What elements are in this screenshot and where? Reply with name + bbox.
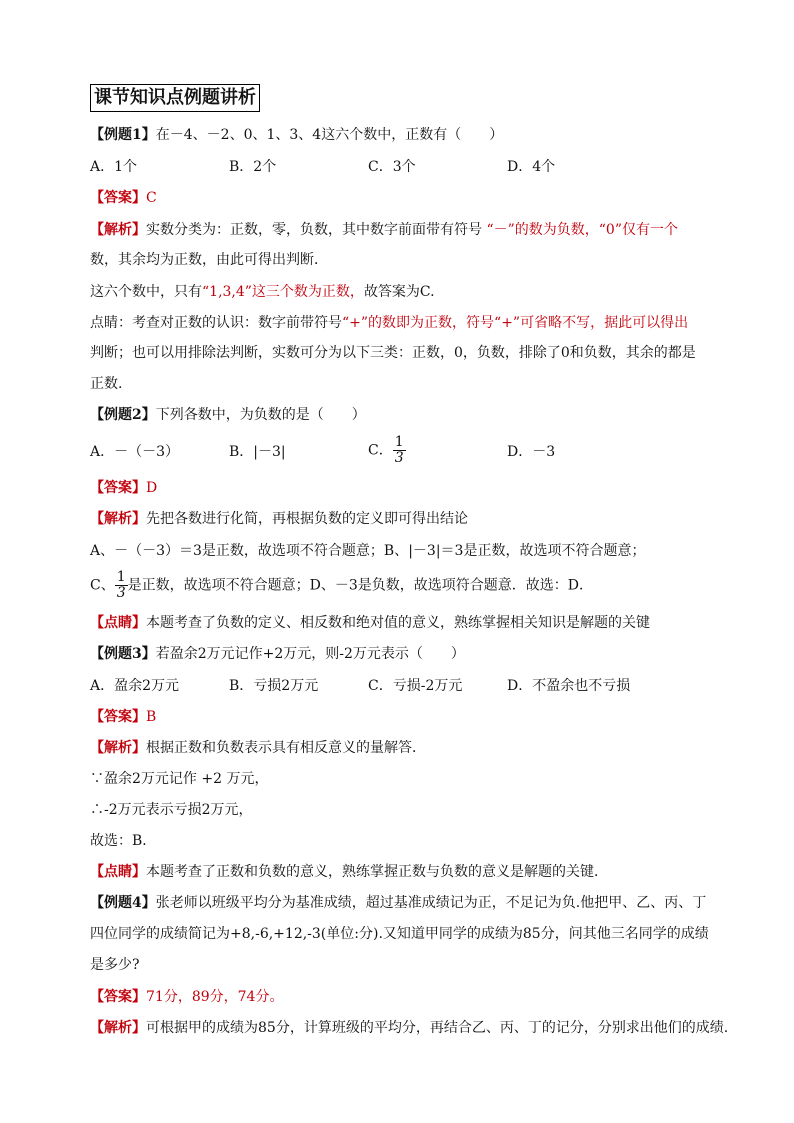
example-1-dianjing-line-1 [90,314,688,332]
example-1-answer [90,189,157,207]
example-4-analysis-line-1 [90,1019,728,1037]
example-3-analysis-line-1 [90,739,426,757]
option-a: A．－（－3） [90,444,180,460]
example-2-analysis-line-2: A、－（－3）＝3是正数，故选项不符合题意；B、|－3|＝3是正数，故选项不符合题意； [90,543,646,559]
example-1-dianjing-line-2: 判断；也可以用排除法判断，实数可分为以下三类：正数，0，负数，排除了0和负数，其余的都是 [90,345,696,361]
option-b: B．|－3| [229,444,286,460]
option-label: C． [368,442,393,459]
option-d: D．－3 [507,444,556,460]
example-3-dianjing [90,863,608,881]
analysis-text: 是正数，故选项不符合题意；D、－3是负数，故选项符合题意．故选：D． [127,577,593,594]
analysis-text: 根据正数和负数表示具有相反意义的量解答． [146,740,426,756]
example-1-analysis-line-1 [90,221,678,239]
dianjing-text-highlight: “+”的数即为正数，符号“+”可省略不写，据此可以得出 [342,315,689,331]
example-2-answer [90,479,157,497]
example-label: 【例题2】 [90,407,156,423]
analysis-text: C、 [90,577,115,594]
fraction [393,435,406,466]
option-c [368,435,406,466]
answer-text: D [146,480,158,496]
answer-label: 【答案】 [90,480,146,496]
analysis-label: 【解析】 [90,740,146,756]
example-4-answer [90,988,283,1006]
answer-text: C [146,190,157,206]
analysis-text: 这六个数中，只有 [90,284,202,300]
option-a: A．盈余2万元 [90,678,180,694]
fraction-denominator: 3 [394,450,404,466]
option-c: C．亏损-2万元 [368,678,463,694]
example-4-question-line-1 [90,894,706,912]
fraction [115,570,128,601]
option-d: D．4个 [507,159,556,175]
answer-text: 71分，89分，74分。 [146,989,284,1005]
example-1-analysis-line-3 [90,283,435,301]
analysis-text: 故答案为C. [363,284,435,300]
example-3-analysis-line-4: 故选：B． [90,833,157,849]
fraction-numerator: 1 [116,569,126,585]
example-2-question [90,406,366,424]
example-4-question-line-3: 是多少? [90,957,140,973]
example-3-question [90,645,465,663]
question-text: 若盈余2万元记作+2万元，则-2万元表示（ ） [155,646,465,662]
section-title: 课节知识点例题讲析 [90,84,260,112]
question-text: 下列各数中，为负数的是（ ） [155,407,366,423]
analysis-text: 实数分类为：正数，零，负数，其中数字前面带有符号 [146,222,487,238]
example-3-analysis-line-2: ∵盈余2万元记作 +2 万元， [90,771,269,787]
example-2-dianjing [90,614,650,632]
dianjing-text: 本题考查了正数和负数的意义，熟练掌握正数与负数的意义是解题的关键． [146,864,608,880]
example-1-question [90,126,503,144]
option-c: C．3个 [368,159,416,175]
analysis-label: 【解析】 [90,511,146,527]
option-b: B．亏损2万元 [229,678,319,694]
analysis-text-highlight: “1,3,4”这三个数为正数， [202,284,364,300]
answer-label: 【答案】 [90,190,146,206]
dianjing-label: 【点睛】 [90,864,146,880]
analysis-label: 【解析】 [90,1020,146,1036]
analysis-label: 【解析】 [90,222,146,238]
answer-label: 【答案】 [90,989,146,1005]
dianjing-text: 点睛：考查对正数的认识：数字前带符号 [90,315,342,331]
example-label: 【例题4】 [90,895,156,911]
example-2-analysis-line-1 [90,510,468,528]
option-d: D．不盈余也不亏损 [507,678,631,694]
option-a: A．1个 [90,159,138,175]
example-4-question-line-2: 四位同学的成绩简记为+8,-6,+12,-3(单位:分).又知道甲同学的成绩为85分，问其他三名同学的成绩 [90,926,709,942]
example-label: 【例题3】 [90,646,156,662]
example-3-answer [90,708,156,726]
dianjing-text: 本题考查了负数的定义、相反数和绝对值的意义，熟练掌握相关知识是解题的关键 [146,615,650,631]
example-1-dianjing-line-3: 正数. [90,376,123,392]
analysis-text: 可根据甲的成绩为85分，计算班级的平均分，再结合乙、丙、丁的记分，分别求出他们的成绩. [146,1020,729,1036]
analysis-text-highlight: “－”的数为负数，“0”仅有一个 [486,222,678,238]
answer-text: B [146,709,157,725]
example-2-analysis-line-3 [90,570,593,601]
fraction-denominator: 3 [116,585,126,601]
answer-label: 【答案】 [90,709,146,725]
analysis-text: 先把各数进行化简，再根据负数的定义即可得出结论 [146,511,468,527]
option-b: B．2个 [229,159,277,175]
dianjing-label: 【点睛】 [90,615,146,631]
question-text: 在－4、－2、0、1、3、4这六个数中，正数有（ ） [155,127,504,143]
example-1-analysis-line-2: 数，其余均为正数，由此可得出判断． [90,252,328,268]
example-3-analysis-line-3: ∴-2万元表示亏损2万元， [90,802,253,818]
example-label: 【例题1】 [90,127,156,143]
fraction-numerator: 1 [394,434,404,450]
question-text: 张老师以班级平均分为基准成绩，超过基准成绩记为正，不足记为负.他把甲、乙、丙、丁 [155,895,707,911]
